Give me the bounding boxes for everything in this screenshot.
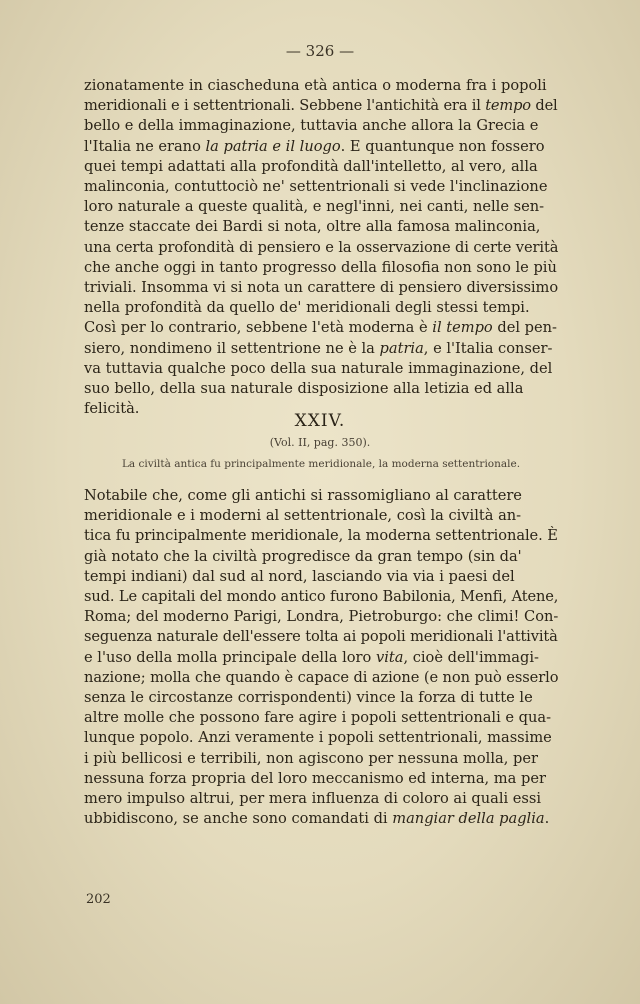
text-line: lunque popolo. Anzi veramente i popoli settentrionali, massime xyxy=(84,729,552,747)
text-line: zionatamente in ciascheduna età antica o moderna fra i popoli xyxy=(84,77,547,94)
text-line: meridionale e i moderni al settentrionale, così la civiltà an- xyxy=(84,507,522,525)
text-line: nazione; molla che quando è capace di azione (e non può esserlo xyxy=(84,668,558,686)
text-line: senza le circostanze corrispondenti) vince la forza di tutte le xyxy=(84,689,533,707)
text-line: mero impulso altrui, per mera influenza di coloro ai quali essi xyxy=(84,790,542,808)
text-line: loro naturale a queste qualità, e negl'inni, nei canti, nelle sen- xyxy=(84,198,545,216)
text-line: nella profondità da quello de' meridionali degli stessi tempi. xyxy=(84,299,530,317)
text-line: una certa profondità di pensiero e la osservazione di certe verità xyxy=(84,238,558,256)
text-line: sud. Le capitali del mondo antico furono Babilonia, Menfi, Atene, xyxy=(84,588,558,606)
text-line: e l'uso della molla principale della loro vita, cioè dell'immagi- xyxy=(84,648,539,666)
text-line: malinconia, contuttociò ne' settentrionali si vede l'inclinazione xyxy=(84,178,548,196)
text-line: tica fu principalmente meridionale, la moderna settentrionale. È xyxy=(84,527,558,545)
text-line: nessuna forza propria del loro meccanismo ed interna, ma per xyxy=(84,769,546,787)
paragraph-1 xyxy=(84,76,558,419)
page-number: — 326 — xyxy=(285,42,355,60)
text-line: che anche oggi in tanto progresso della filosofia non sono le più xyxy=(84,258,557,276)
text-line: l'Italia ne erano la patria e il luogo. E quantunque non fossero xyxy=(84,137,545,155)
text-line: Notabile che, come gli antichi si rassomigliano al carattere xyxy=(84,487,522,504)
text-line: altre molle che possono fare agire i popoli settentrionali e qua- xyxy=(84,709,552,727)
text-line: tenze staccate dei Bardi si nota, oltre alla famosa malinconia, xyxy=(84,218,541,236)
section-reference: (Vol. II, pag. 350). xyxy=(269,436,371,449)
section-number: XXIV. xyxy=(294,411,346,431)
paragraph-2 xyxy=(84,486,558,829)
text-line: bello e della immaginazione, tuttavia anche allora la Grecia e xyxy=(84,117,539,135)
text-line: già notato che la civiltà progredisce da gran tempo (sin da' xyxy=(84,547,522,565)
folio-number: 202 xyxy=(86,892,111,907)
text-line: Roma; del moderno Parigi, Londra, Pietroburgo: che climi! Con- xyxy=(84,608,558,626)
text-line: i più bellicosi e terribili, non agiscono per nessuna molla, per xyxy=(84,749,538,767)
text-line: siero, nondimeno il settentrione ne è la patria, e l'Italia conser- xyxy=(84,339,553,357)
text-line: seguenza naturale dell'essere tolta ai popoli meridionali l'attività xyxy=(84,628,558,646)
text-line: quei tempi adattati alla profondità dall'intelletto, al vero, alla xyxy=(84,157,538,175)
text-line: suo bello, della sua naturale disposizione alla letizia ed alla xyxy=(84,380,524,398)
text-line: felicità. xyxy=(84,400,140,418)
section-subtitle: La civiltà antica fu principalmente meridionale, la moderna settentrionale. xyxy=(121,458,521,470)
text-line: ubbidiscono, se anche sono comandati di mangiar della paglia. xyxy=(84,810,550,828)
text-line: meridionali e i settentrionali. Sebbene l'antichità era il tempo del xyxy=(84,97,558,115)
text-line: va tuttavia qualche poco della sua naturale immaginazione, del xyxy=(84,359,553,377)
text-line: tempi indiani) dal sud al nord, lasciando via via i paesi del xyxy=(84,567,515,585)
text-line: triviali. Insomma vi si nota un carattere di pensiero diversissimo xyxy=(84,279,558,297)
text-line: Così per lo contrario, sebbene l'età moderna è il tempo del pen- xyxy=(84,319,557,337)
